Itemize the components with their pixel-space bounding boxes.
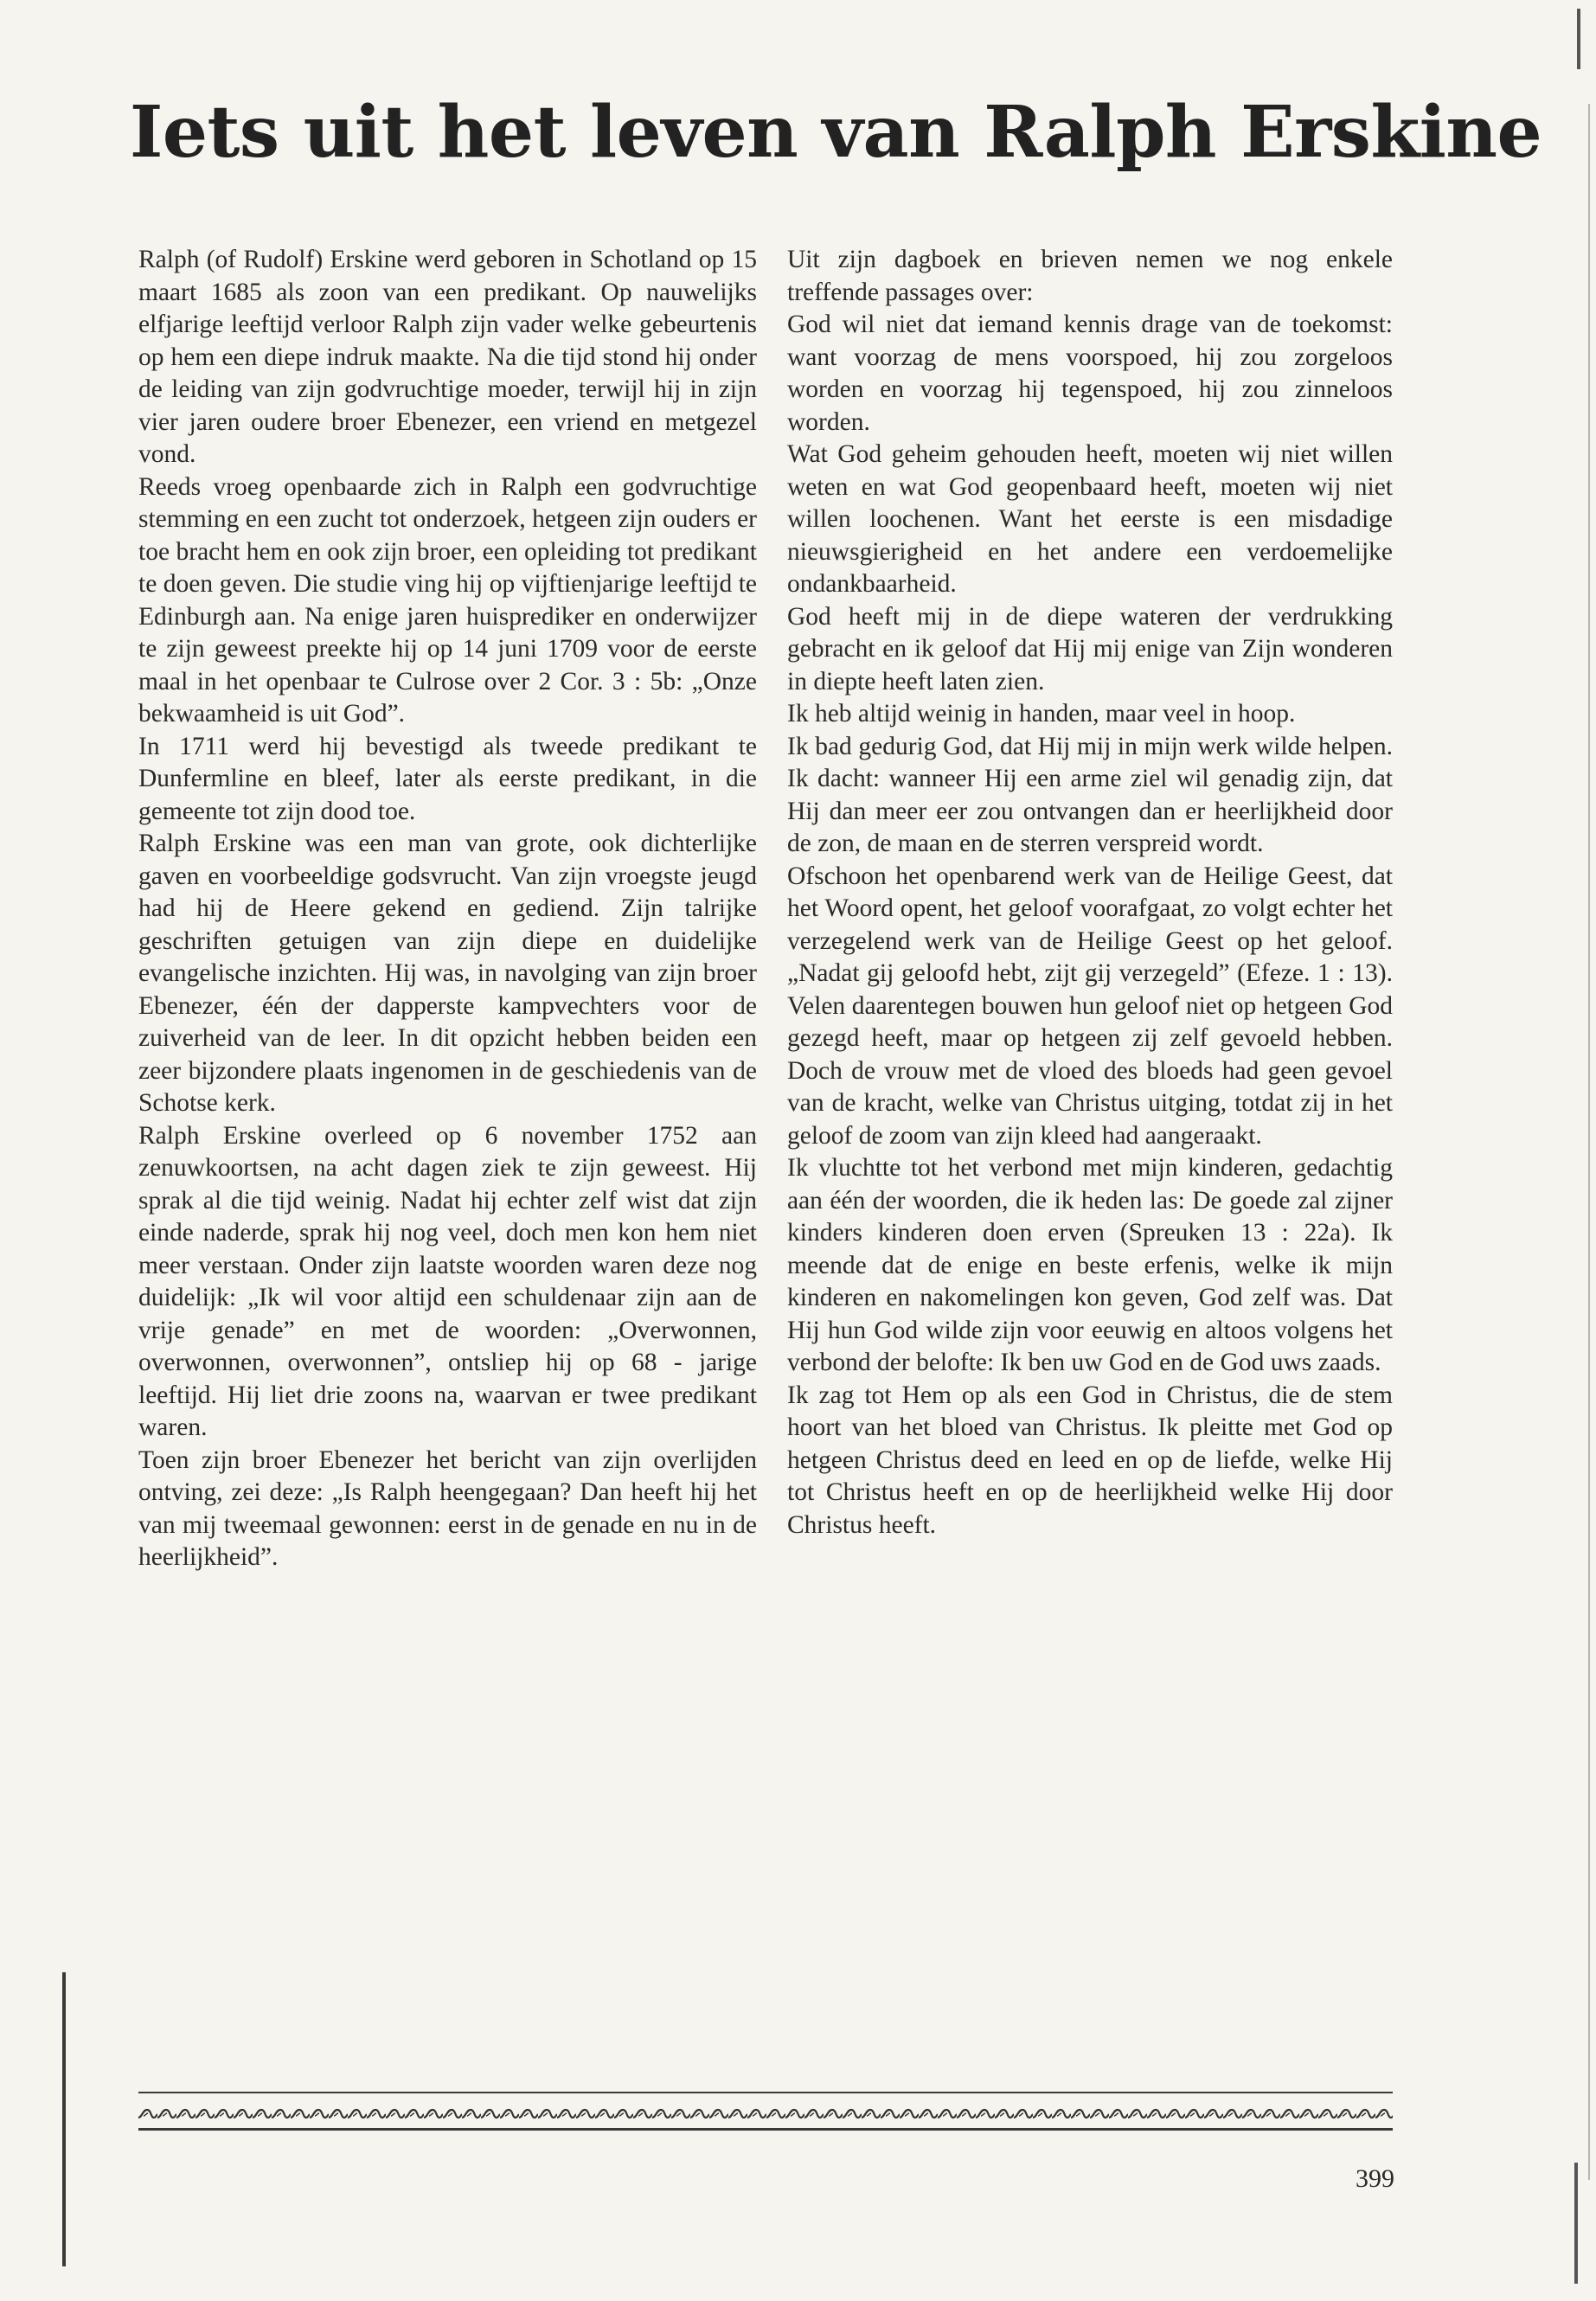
page-number: 399: [1356, 2164, 1394, 2193]
bottom-rule: [138, 2128, 1393, 2131]
scan-edge-right-top: [1577, 9, 1580, 69]
paragraph: In 1711 werd hij bevestigd als tweede predikant te Dunfermline en bleef, later als eerste predikant, in die gemeente tot zijn dood toe.: [138, 732, 757, 825]
paragraph: God wil niet dat iemand kennis drage van de toekomst: want voorzag de mens voorspoed, hij zou zorgeloos worden en voorzag hij tegenspoed, hij zou zinneloos worden.: [787, 311, 1393, 436]
article-title: Iets uit het leven van Ralph Erskine: [130, 91, 1542, 174]
paragraph: Ik bad gedurig God, dat Hij mij in mijn werk wilde helpen. Ik dacht: wanneer Hij een arme ziel wil genadig zijn, dat Hij dan meer eer zou ontvangen dan er heerlijkheid door de zon, de maan en de sterren verspreid wordt.: [787, 732, 1393, 857]
paragraph: Ik heb altijd weinig in handen, maar veel in hoop.: [787, 700, 1296, 727]
scan-edge-left: [62, 1972, 66, 2266]
paragraph: Ralph Erskine overleed op 6 november 1752 aan zenuwkoortsen, na acht dagen ziek te zijn geweest. Hij sprak al die tijd weinig. Nadat hij echter zelf wist dat zijn einde naderde, sprak hij nog veel, doch men kon hem niet meer verstaan. Onder zijn laatste woorden waren deze nog duidelijk: „Ik wil voor altijd een schuldenaar zijn aan de vrije genade” en met de woorden: „Overwonnen, overwonnen, overwonnen”, ontsliep hij op 68 - jarige leeftijd. Hij liet drie zoons na, waarvan er twee predikant waren.: [138, 1121, 757, 1441]
scan-edge-right-bottom: [1574, 2163, 1578, 2284]
paragraph: Ralph (of Rudolf) Erskine werd geboren in Schotland op 15 maart 1685 als zoon van een predikant. Op nauwelijks elfjarige leeftijd verloor Ralph zijn vader welke gebeurtenis op hem een diepe indruk maakte. Na die tijd stond hij onder de leiding van zijn godvruchtige moeder, terwijl hij in zijn vier jaren oudere broer Ebenezer, een vriend en metgezel vond.: [138, 246, 757, 468]
paragraph: Uit zijn dagboek en brieven nemen we nog enkele treffende passages over:: [787, 246, 1393, 306]
paragraph: Ralph Erskine was een man van grote, ook dichterlijke gaven en voorbeeldige godsvrucht. Van zijn vroegste jeugd had hij de Heere gekend en gediend. Zijn talrijke geschriften getuigen van zijn diepe en duidelijke evangelische inzichten. Hij was, in navolging van zijn broer Ebenezer, één der dapperste kampvechters voor de zuiverheid van de leer. In dit opzicht hebben beiden een zeer bijzondere plaats ingenomen in de geschiedenis van de Schotse kerk.: [138, 830, 757, 1117]
paragraph: Ik zag tot Hem op als een God in Christus, die de stem hoort van het bloed van Christus. Ik pleitte met God op hetgeen Christus deed en leed en op de liefde, welke Hij tot Christus heeft en op de heerlijkheid welke Hij door Christus heeft.: [787, 1381, 1393, 1539]
paragraph: God heeft mij in de diepe wateren der verdrukking gebracht en ik geloof dat Hij mij enige van Zijn wonderen in diepte heeft laten zien.: [787, 602, 1393, 695]
paragraph: Wat God geheim gehouden heeft, moeten wij niet willen weten en wat God geopenbaard heeft, moeten wij niet willen loochenen. Want het eerste is een misdadige nieuwsgierigheid en het andere een verdoemelijke ondankbaarheid.: [787, 440, 1393, 598]
top-rule: [138, 2092, 1393, 2093]
right-column: [787, 244, 1393, 1541]
paragraph: Toen zijn broer Ebenezer het bericht van zijn overlijden ontving, zei deze: „Is Ralph heengegaan? Dan heeft hij het van mij tweemaal gewonnen: eerst in de genade en nu in de heerlijkheid”.: [138, 1445, 757, 1571]
paragraph: Ik vluchtte tot het verbond met mijn kinderen, gedachtig aan één der woorden, die ik heden las: De goede zal zijner kinders kinderen doen erven (Spreuken 13 : 22a). Ik meende dat de enige en beste erfenis, welke ik mijn kinderen en nakomelingen kon geven, God zelf was. Dat Hij hun God wilde zijn voor eeuwig en altoos volgens het verbond der belofte: Ik ben uw God en de God uws zaads.: [787, 1154, 1393, 1376]
scan-edge-right: [1588, 104, 1590, 2180]
paragraph: Ofschoon het openbarend werk van de Heilige Geest, dat het Woord opent, het geloof voorafgaat, zo volgt echter het verzegelend werk van de Heilige Geest op het geloof. „Nadat gij geloofd hebt, zijt gij verzegeld” (Efeze. 1 : 13). Velen daarentegen bouwen hun geloof niet op hetgeen God gezegd heeft, maar op hetgeen zij zelf gevoeld hebben. Doch de vrouw met de vloed des bloeds had geen gevoel van de kracht, welke van Christus uitging, totdat zij in het geloof de zoom van zijn kleed had aangeraakt.: [787, 862, 1393, 1150]
left-column: [138, 244, 757, 1574]
decorative-wave-border-icon: [138, 2106, 1393, 2123]
paragraph: Reeds vroeg openbaarde zich in Ralph een godvruchtige stemming en een zucht tot onderzoek, hetgeen zijn ouders er toe bracht hem en ook zijn broer, een opleiding tot predikant te doen geven. Die studie ving hij op vijftienjarige leeftijd te Edinburgh aan. Na enige jaren huisprediker en onderwijzer te zijn geweest preekte hij op 14 juni 1709 voor de eerste maal in het openbaar te Culrose over 2 Cor. 3 : 5b: „Onze bekwaamheid is uit God”.: [138, 472, 757, 727]
